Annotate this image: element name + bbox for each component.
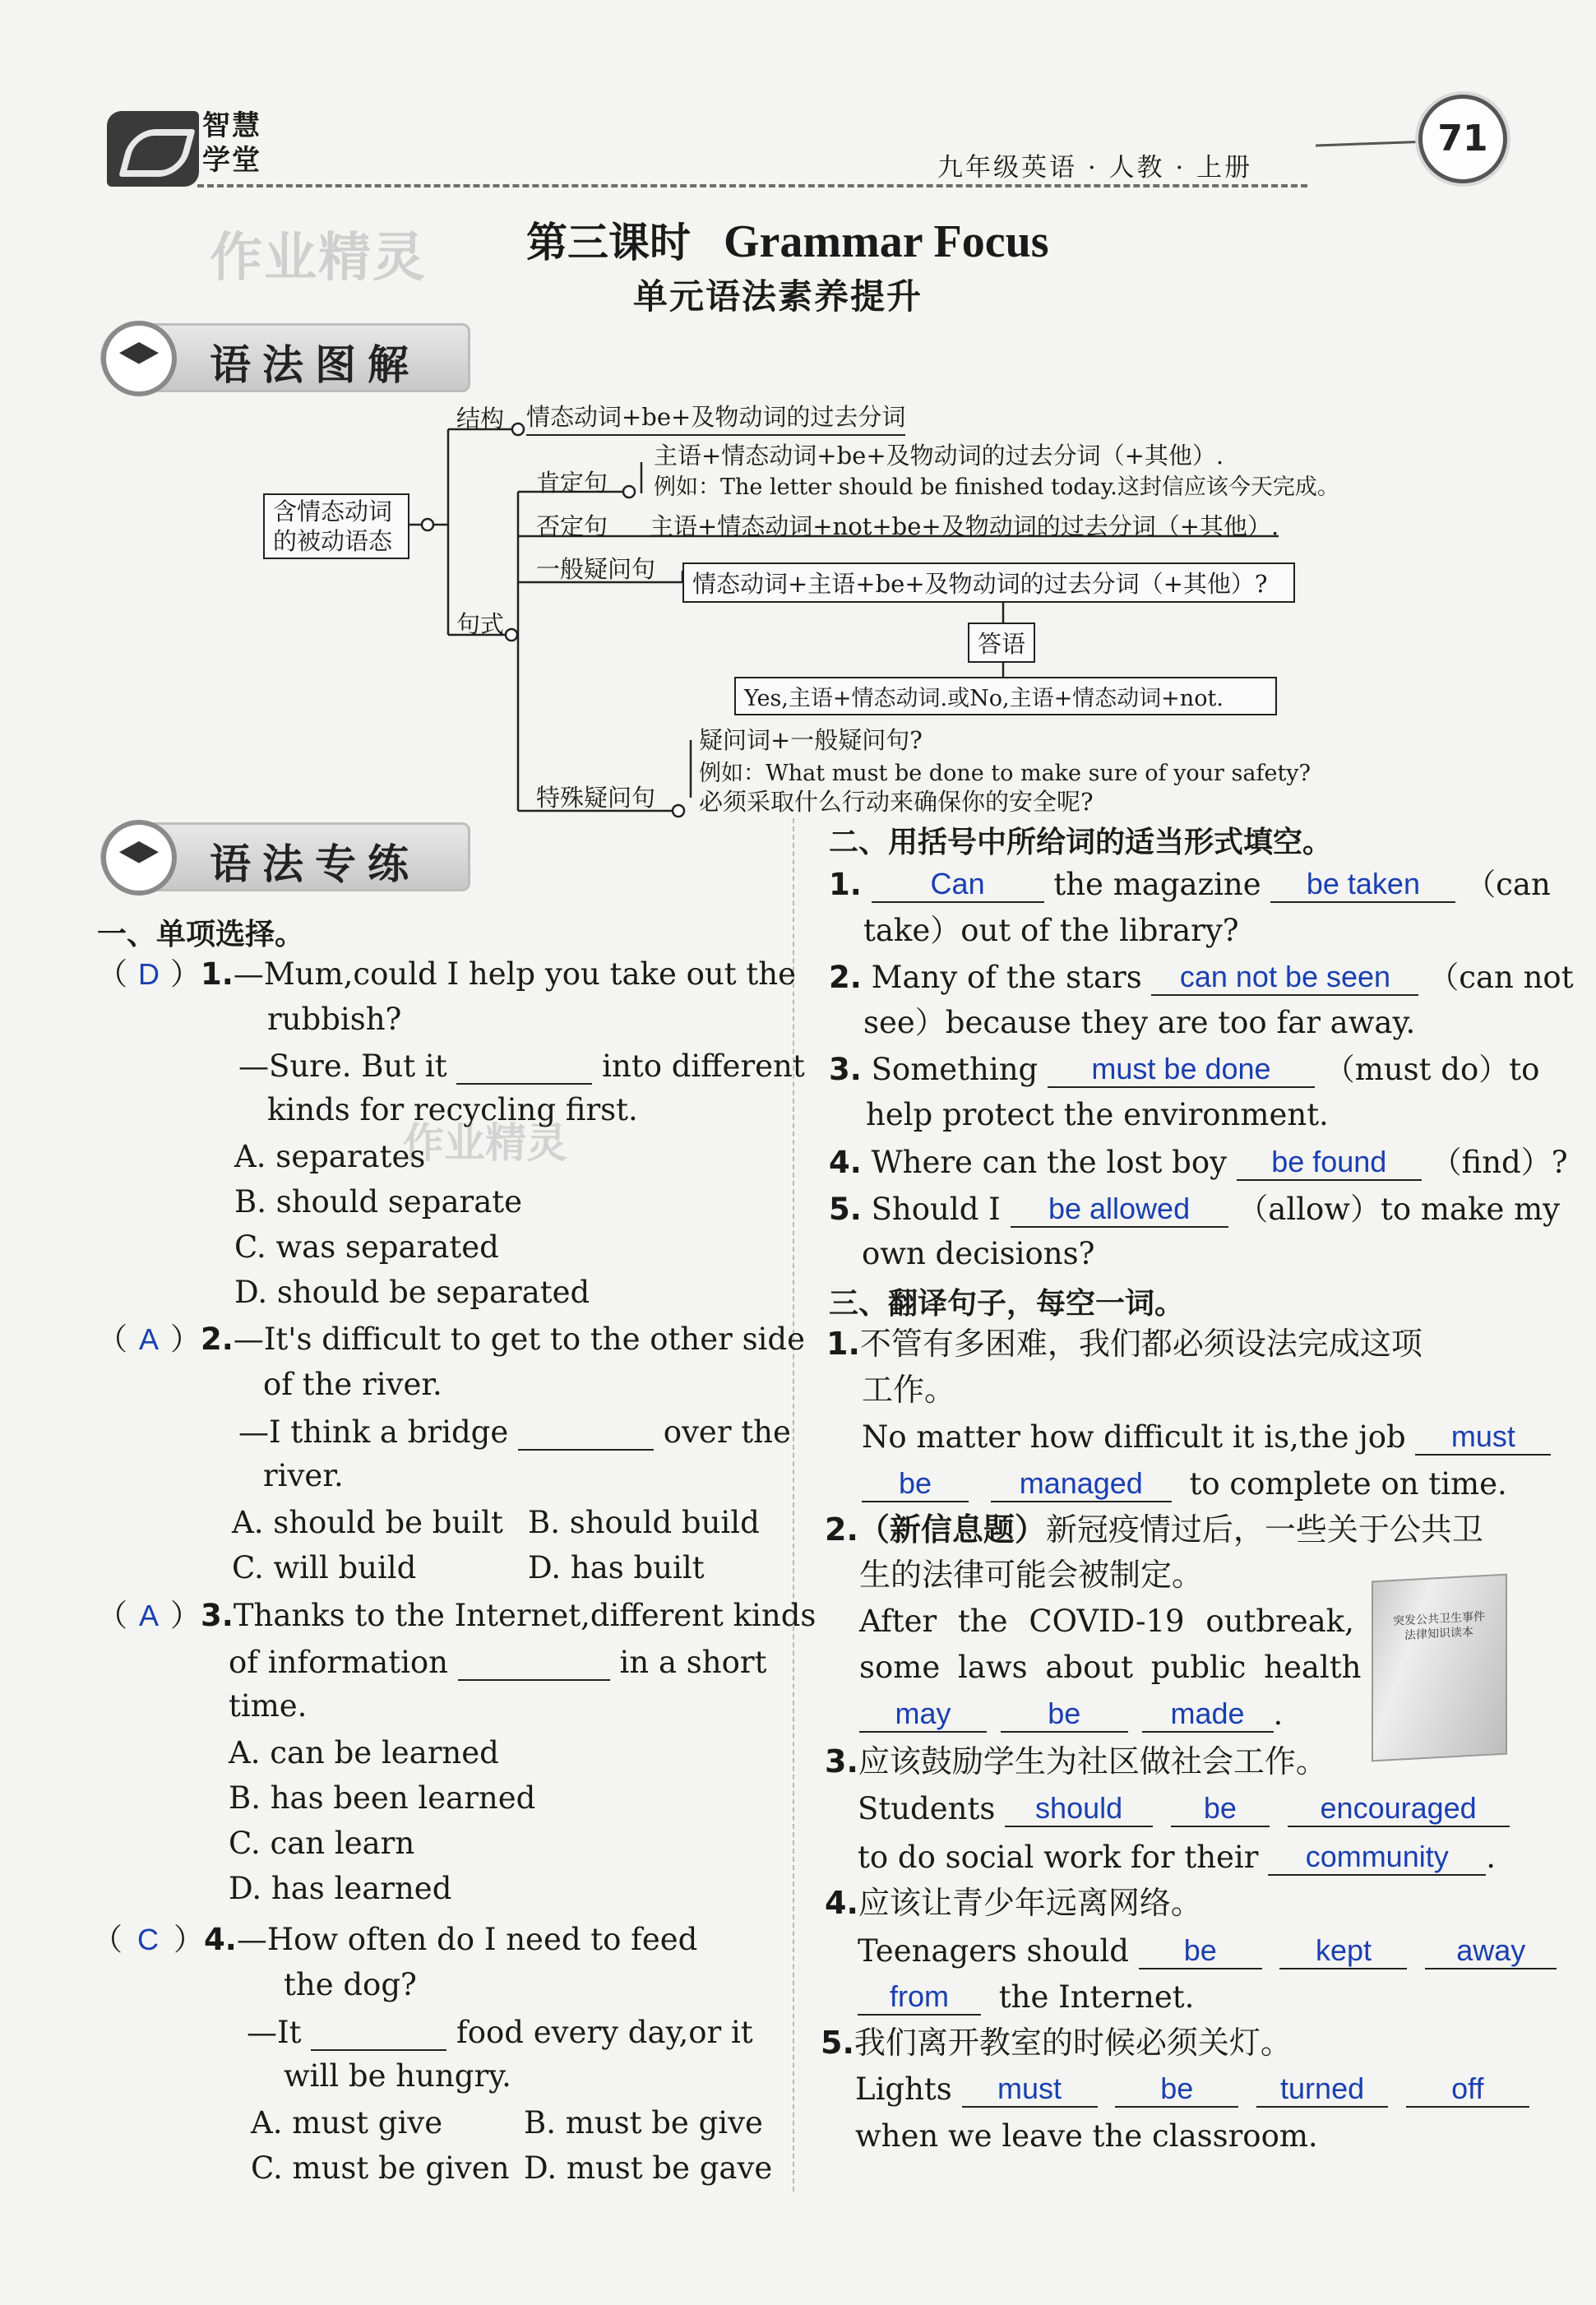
item-text: No matter how difficult it is,the job bbox=[862, 1419, 1406, 1455]
item-number: 1. bbox=[829, 866, 862, 902]
answer-blank[interactable] bbox=[518, 1413, 654, 1451]
item-text: see）because they are too far away. bbox=[863, 1005, 1416, 1040]
answer-blank[interactable]: must bbox=[962, 2071, 1098, 2108]
diagram-special-question-example: 例如：What must be done to make sure of your safety? bbox=[699, 761, 1311, 786]
pencil-icon bbox=[101, 820, 177, 896]
item-text: Should I bbox=[871, 1191, 1001, 1227]
answer-blank[interactable]: Can bbox=[872, 866, 1044, 903]
option[interactable]: D. must be gave bbox=[524, 2150, 773, 2186]
diagram-affirmative-label: 肯定句 bbox=[536, 469, 608, 497]
item-number: 3. bbox=[825, 1743, 858, 1780]
option[interactable]: C. must be given bbox=[251, 2150, 510, 2186]
diagram-structure: 情态动词+be+及物动词的过去分词 bbox=[526, 399, 905, 436]
diagram-special-question-translation: 必须采取什么行动来确保你的安全呢? bbox=[699, 788, 1094, 816]
question-text bbox=[247, 2013, 753, 2051]
translate-item-4-cn bbox=[825, 1885, 1202, 1923]
item-text-cn: 应该让青少年远离网络。 bbox=[858, 1885, 1202, 1921]
diagram-special-question-label: 特殊疑问句 bbox=[536, 784, 656, 812]
item-text-cn: 工作。 bbox=[862, 1372, 956, 1408]
item-text: Many of the stars bbox=[871, 959, 1142, 995]
question-text: —How often do I need to feed bbox=[236, 1922, 698, 1957]
item-text: when we leave the classroom. bbox=[855, 2118, 1318, 2154]
item-text: some laws about public health bbox=[859, 1650, 1362, 1685]
item-number: 1. bbox=[826, 1326, 860, 1362]
question-text: kinds for recycling first. bbox=[267, 1092, 638, 1127]
translate-item-3-cn bbox=[825, 1743, 1327, 1781]
diagram-negative-label: 否定句 bbox=[536, 512, 608, 540]
option[interactable]: D. has learned bbox=[229, 1871, 452, 1906]
question-text-part: into different bbox=[602, 1048, 805, 1084]
translate-item-5-cn bbox=[821, 2025, 1292, 2062]
translate-item-1-en2 bbox=[862, 1465, 1507, 1502]
book-subtitle: 九年级英语 · 人教 · 上册 bbox=[937, 153, 1253, 183]
item-text: （find）? bbox=[1431, 1144, 1568, 1180]
question-text bbox=[238, 1413, 791, 1451]
answer-blank[interactable]: be allowed bbox=[1011, 1191, 1228, 1228]
option[interactable]: C. will build bbox=[232, 1550, 417, 1585]
answer-blank[interactable]: be bbox=[1115, 2071, 1238, 2108]
option[interactable]: B. has been learned bbox=[229, 1780, 536, 1816]
item-tag: （新信息题） bbox=[858, 1511, 1046, 1548]
item-text-cn: 应该鼓励学生为社区做社会工作。 bbox=[858, 1743, 1327, 1780]
option[interactable]: C. can learn bbox=[229, 1826, 415, 1861]
watermark: 作业精灵 bbox=[210, 228, 427, 289]
answer-blank[interactable] bbox=[458, 1643, 610, 1681]
answer-blank[interactable] bbox=[456, 1047, 592, 1085]
item-text: own decisions? bbox=[862, 1236, 1095, 1271]
law-book-image bbox=[1372, 1574, 1507, 1762]
question-text-part: in a short bbox=[619, 1645, 767, 1680]
question-text-part: —I think a bridge bbox=[238, 1414, 509, 1450]
option[interactable]: A. must give bbox=[251, 2105, 443, 2141]
diagram-sentence-label: 句式 bbox=[456, 610, 505, 638]
translate-item-3-en bbox=[858, 1790, 1510, 1827]
diagram-general-question-label: 一般疑问句 bbox=[536, 555, 656, 583]
item-text-cn: 不管有多困难，我们都必须设法完成这项 bbox=[859, 1326, 1423, 1362]
item-number: 4. bbox=[829, 1144, 862, 1180]
book-title: 突发公共卫生事件法律知识读本 bbox=[1393, 1610, 1485, 1643]
item-text: Something bbox=[871, 1051, 1039, 1087]
fill-item-3 bbox=[829, 1051, 1539, 1088]
translate-item-3-en2: to do social work for their community . bbox=[858, 1839, 1496, 1875]
answer-blank[interactable]: from bbox=[858, 1979, 981, 2016]
section-title: 语法图解 bbox=[210, 341, 420, 389]
answer-choice: A bbox=[138, 1599, 159, 1632]
answer-blank[interactable]: made bbox=[1142, 1696, 1274, 1733]
item-text: the Internet. bbox=[998, 1979, 1195, 2015]
option[interactable]: C. was separated bbox=[234, 1229, 499, 1265]
fill-item-1 bbox=[829, 866, 1551, 903]
option[interactable]: A. separates bbox=[234, 1139, 426, 1174]
answer-blank[interactable]: be bbox=[1139, 1932, 1262, 1969]
fill-item-5 bbox=[829, 1191, 1560, 1228]
answer-blank[interactable]: be found bbox=[1237, 1144, 1422, 1181]
question-text: river. bbox=[263, 1458, 344, 1493]
question-text: will be hungry. bbox=[284, 2058, 511, 2094]
answer-blank[interactable]: away bbox=[1425, 1932, 1557, 1969]
question-text: time. bbox=[229, 1688, 308, 1724]
option[interactable]: A. can be learned bbox=[229, 1735, 499, 1770]
answer-blank[interactable]: community bbox=[1268, 1839, 1486, 1876]
question-text-part: food every day,or it bbox=[456, 2015, 753, 2050]
translate-item-4-en2 bbox=[858, 1979, 1194, 2016]
diagram-affirmative-example: 例如：The letter should be finished today.这封信应该今天完成。 bbox=[654, 474, 1339, 500]
question-number: 2. bbox=[201, 1321, 234, 1357]
answer-blank[interactable]: must be done bbox=[1048, 1051, 1315, 1088]
answer-blank[interactable]: must bbox=[1415, 1419, 1551, 1456]
question-text bbox=[238, 1047, 805, 1085]
question-text: the dog? bbox=[284, 1967, 417, 2002]
item-text: take）out of the library? bbox=[863, 913, 1239, 948]
fill-item-2 bbox=[829, 959, 1574, 996]
answer-blank[interactable]: encouraged bbox=[1288, 1790, 1510, 1827]
diagram-answer-rule: Yes,主语+情态动词.或No,主语+情态动词+not. bbox=[734, 677, 1277, 715]
item-text: （must do）to bbox=[1324, 1051, 1540, 1087]
question-text: —Mum,could I help you take out the bbox=[233, 956, 796, 992]
answer-blank[interactable]: turned bbox=[1256, 2071, 1388, 2108]
item-number: 2. bbox=[825, 1511, 858, 1548]
translate-item-2-blanks: may be made . bbox=[859, 1696, 1283, 1733]
diagram-structure-label: 结构 bbox=[456, 405, 505, 433]
question-text-part: of information bbox=[229, 1645, 449, 1680]
item-number: 2. bbox=[829, 959, 862, 995]
answer-choice: C bbox=[137, 1923, 159, 1956]
item-text: After the COVID-19 outbreak, bbox=[859, 1604, 1354, 1639]
item-text: help protect the environment. bbox=[866, 1097, 1329, 1132]
question-2: （ A ）2.—It's difficult to get to the other side bbox=[97, 1321, 805, 1357]
lesson-title-cn: 第三课时 bbox=[526, 218, 691, 266]
option[interactable]: A. should be built bbox=[232, 1505, 503, 1540]
question-1: （ D ）1.—Mum,could I help you take out the bbox=[97, 956, 796, 992]
answer-blank[interactable]: kept bbox=[1279, 1932, 1407, 1969]
part2-heading: 二、用括号中所给词的适当形式填空。 bbox=[829, 826, 1333, 859]
page-number: 71 bbox=[1418, 95, 1507, 183]
item-number: 3. bbox=[829, 1051, 862, 1087]
question-text-part: —It bbox=[247, 2015, 302, 2050]
item-text: （can bbox=[1465, 866, 1551, 902]
part3-heading: 三、翻译句子，每空一词。 bbox=[829, 1287, 1185, 1321]
answer-blank[interactable]: be bbox=[862, 1465, 969, 1502]
option[interactable]: B. must be give bbox=[524, 2105, 763, 2141]
item-number: 5. bbox=[821, 2025, 854, 2061]
item-text: （can not bbox=[1428, 959, 1574, 995]
question-4: （ C ）4.—How often do I need to feed bbox=[92, 1922, 698, 1957]
item-text: the magazine bbox=[1053, 866, 1261, 902]
answer-blank[interactable]: be bbox=[1171, 1790, 1270, 1827]
answer-blank[interactable]: can not be seen bbox=[1151, 959, 1418, 996]
question-text: Thanks to the Internet,different kinds bbox=[233, 1598, 817, 1633]
section-title: 语法专练 bbox=[210, 840, 420, 888]
answer-choice: A bbox=[138, 1322, 159, 1356]
answer-blank[interactable]: should bbox=[1005, 1790, 1153, 1827]
item-text-cn: 我们离开教室的时候必须关灯。 bbox=[854, 2025, 1292, 2061]
translate-item-5-en bbox=[855, 2071, 1529, 2108]
item-text: to complete on time. bbox=[1189, 1465, 1507, 1502]
question-3: （ A ）3.Thanks to the Internet,different kinds bbox=[97, 1598, 817, 1633]
answer-choice: D bbox=[138, 957, 160, 991]
lesson-subtitle: 单元语法素养提升 bbox=[633, 276, 923, 317]
option[interactable]: B. should separate bbox=[234, 1184, 523, 1220]
diagram-affirmative-rule: 主语+情态动词+be+及物动词的过去分词（+其他）. bbox=[654, 442, 1224, 470]
item-number: 5. bbox=[829, 1191, 862, 1227]
answer-blank[interactable]: managed bbox=[991, 1465, 1172, 1502]
item-number: 4. bbox=[825, 1885, 858, 1921]
item-text: （allow）to make my bbox=[1237, 1191, 1561, 1227]
item-text: Students bbox=[858, 1790, 996, 1826]
watermark: 作业精灵 bbox=[403, 1119, 567, 1167]
diagram-general-question-rule: 情态动词+主语+be+及物动词的过去分词（+其他）? bbox=[682, 562, 1295, 603]
question-text: —It's difficult to get to the other side bbox=[233, 1321, 805, 1357]
translate-item-1-cn bbox=[826, 1326, 1423, 1363]
answer-blank[interactable] bbox=[311, 2013, 446, 2051]
question-number: 3. bbox=[201, 1598, 234, 1633]
question-text-part: —Sure. But it bbox=[238, 1048, 447, 1084]
question-text bbox=[229, 1643, 766, 1681]
part1-heading: 一、单项选择。 bbox=[97, 918, 305, 951]
diagram-negative-rule: 主语+情态动词+not+be+及物动词的过去分词（+其他）. bbox=[650, 512, 1279, 540]
answer-blank[interactable]: off bbox=[1406, 2071, 1529, 2108]
question-text: of the river. bbox=[263, 1367, 442, 1402]
column-divider bbox=[793, 818, 794, 2192]
translate-item-1-en bbox=[862, 1419, 1551, 1456]
diagram-special-question-rule: 疑问词+一般疑问句? bbox=[699, 726, 923, 754]
item-text-cn: 新冠疫情过后，一些关于公共卫 bbox=[1045, 1511, 1483, 1548]
option[interactable]: D. has built bbox=[528, 1550, 705, 1585]
diagram-root: 含情态动词的被动语态 bbox=[263, 493, 409, 559]
question-number: 4. bbox=[204, 1922, 237, 1957]
option[interactable]: D. should be separated bbox=[234, 1275, 590, 1310]
diagram-answer-label: 答语 bbox=[968, 623, 1035, 663]
translate-item-4-en bbox=[858, 1932, 1557, 1969]
question-text-part: over the bbox=[663, 1414, 791, 1450]
answer-blank[interactable]: be taken bbox=[1270, 866, 1455, 903]
item-text: Lights bbox=[855, 2071, 952, 2107]
item-text-cn: 生的法律可能会被制定。 bbox=[859, 1557, 1204, 1593]
item-text: to do social work for their bbox=[858, 1839, 1259, 1875]
item-text: Where can the lost boy bbox=[871, 1144, 1227, 1180]
lesson-title-en: Grammar Focus bbox=[724, 216, 1049, 267]
question-text: rubbish? bbox=[267, 1002, 402, 1037]
option[interactable]: B. should build bbox=[528, 1505, 760, 1540]
answer-blank[interactable]: may bbox=[859, 1696, 987, 1733]
answer-blank[interactable]: be bbox=[1001, 1696, 1128, 1733]
question-number: 1. bbox=[201, 956, 234, 992]
logo-text: 智慧学堂 bbox=[202, 109, 261, 177]
item-text: Teenagers should bbox=[858, 1932, 1129, 1969]
translate-item-2-cn bbox=[825, 1511, 1483, 1549]
fill-item-4 bbox=[829, 1144, 1568, 1181]
section-banner-grammar-practice bbox=[100, 822, 470, 891]
